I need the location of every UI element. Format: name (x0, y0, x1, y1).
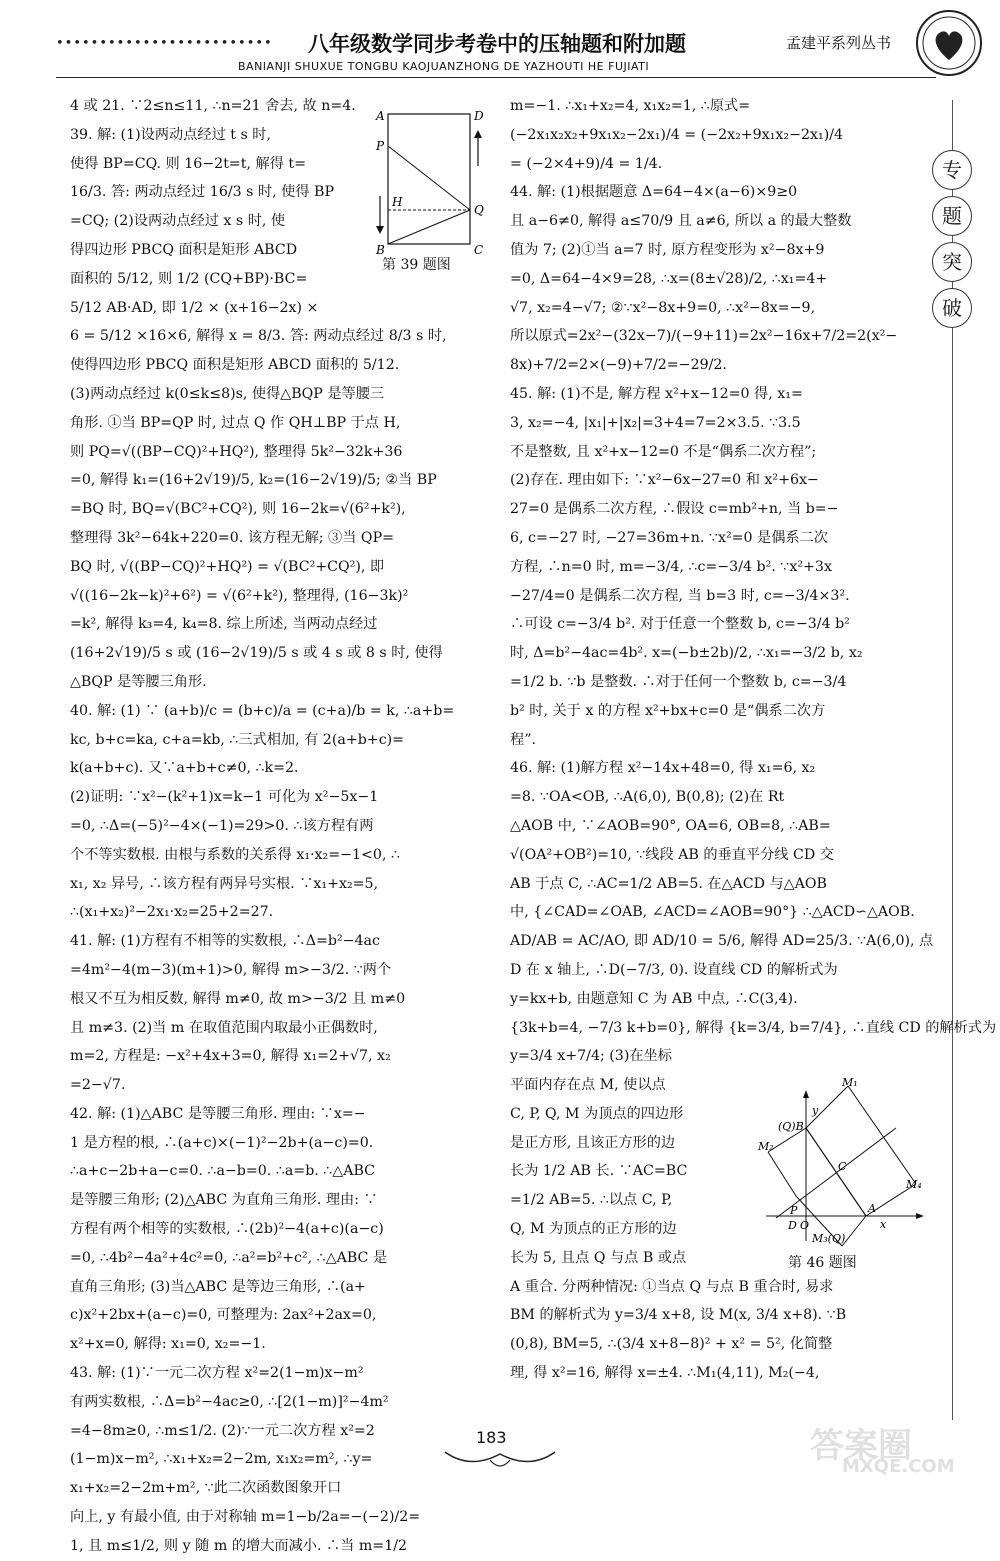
book-title: 八年级数学同步考卷中的压轴题和附加题 (308, 32, 686, 56)
label-H: H (392, 195, 403, 209)
text-line: △BQP 是等腰三角形. (70, 673, 207, 690)
text-line: y=3/4 x+7/4; (3)在坐标 (510, 1048, 672, 1065)
text-line: =1/2 b. ∵b 是整数. ∴对于任何一个整数 b, c=−3/4 (510, 673, 847, 690)
book-subtitle-pinyin: BANIANJI SHUXUE TONGBU KAOJUANZHONG DE YAZHOUTI HE FUJIATI (238, 60, 650, 73)
text-line: y=kx+b, 由题意知 C 为 AB 中点, ∴C(3,4). (510, 990, 798, 1007)
watermark-url: MXQE.COM (842, 1456, 955, 1477)
text-line: x₁, x₂ 异号, ∴该方程有两异号实根. ∵x₁+x₂=5, (70, 875, 379, 892)
header-rule (56, 77, 936, 78)
text-line: (−2x₁x₂x₂+9x₁x₂−2x₁)/4 = (−2x₂+9x₁x₂−2x₁)/4 (510, 126, 844, 143)
label-M2: M₂ (758, 1140, 774, 1153)
text-line: ∴(x₁+x₂)²−2x₁·x₂=25+2=27. (70, 904, 274, 921)
text-line: =2−√7. (70, 1077, 126, 1094)
text-line: =4m²−4(m−3)(m+1)>0, 解得 m>−3/2. ∵两个 (70, 961, 392, 978)
text-line: (0,8), BM=5, ∴(3/4 x+8−8)² + x² = 5², 化简整 (510, 1336, 833, 1353)
label-A: A (868, 1202, 876, 1215)
text-line: 平面内存在点 M, 使以点 (510, 1077, 666, 1094)
text-line: (16+2√19)/5 s 或 (16−2√19)/5 s 或 4 s 或 8 s 时, 使得 (70, 645, 443, 662)
text-line: 整理得 3k²−64k+220=0. 该方程无解; ③当 QP= (70, 529, 394, 546)
text-line: BQ 时, √((BP−CQ)²+HQ²) = √(BC²+CQ²), 即 (70, 558, 385, 575)
header-dots: ••••••••••••••••••••••••• (56, 36, 273, 51)
figure-39-rectangle-diagram (370, 106, 492, 256)
text-line: 有两实数根, ∴Δ=b²−4ac≥0, ∴[2(1−m)]²−4m² (70, 1393, 389, 1410)
text-line: AD/AB = AC/AO, 即 AD/10 = 5/6, 解得 AD=25/3. ∵A(6,0), 点 (510, 933, 934, 950)
text-line: A 重合. 分两种情况: ①当点 Q 与点 B 重合时, 易求 (510, 1278, 834, 1295)
watermark-logo: 答案圈 (810, 1426, 912, 1466)
text-line: 8x)+7/2=2×(−9)+7/2=−29/2. (510, 357, 727, 374)
label-x-axis: x (880, 1218, 887, 1231)
text-line: 向上, y 有最小值, 由于对称轴 m=1−b/2a=−(−2)/2= (70, 1509, 421, 1526)
text-line: 且 m≠3. (2)当 m 在取值范围内取最小正偶数时, (70, 1019, 378, 1036)
text-line: 不是整数, 且 x²+x−12=0 不是“偶系二次方程”; (510, 443, 817, 460)
text-line: = (−2×4+9)/4 = 1/4. (510, 155, 663, 172)
text-line: C, P, Q, M 为顶点的四边形 (510, 1105, 684, 1122)
text-line: 16/3. 答: 两动点经过 16/3 s 时, 使得 BP (70, 184, 335, 201)
text-line: 40. 解: (1) ∵ (a+b)/c = (b+c)/a = (c+a)/b = k, ∴a+b= (70, 702, 455, 719)
text-line: 41. 解: (1)方程有不相等的实数根, ∴Δ=b²−4ac (70, 933, 380, 950)
text-line: 43. 解: (1)∵一元二次方程 x²=2(1−m)x−m² (70, 1365, 364, 1382)
text-line: =1/2 AB=5. ∴以点 C, P, (510, 1192, 673, 1209)
text-line: 个不等实数根. 由根与系数的关系得 x₁·x₂=−1<0, ∴ (70, 846, 400, 863)
series-logo-icon (914, 8, 984, 78)
text-line: 1 是方程的根, ∴(a+c)×(−1)²−2b+(a−c)=0. (70, 1134, 374, 1151)
text-line: =8. ∵OA<OB, ∴A(6,0), B(0,8); (2)在 Rt (510, 789, 785, 806)
text-line: ∴a+c−2b+a−c=0. ∴a−b=0. ∴a=b. ∴△ABC (70, 1163, 376, 1180)
text-line: =BQ 时, BQ=√(BC²+CQ²), 则 16−2k=√(6²+k²), (70, 501, 406, 518)
text-line: 4 或 21. ∵2≤n≤11, ∴n=21 舍去, 故 n=4. (70, 98, 356, 114)
text-line: 使得四边形 PBCQ 面积是矩形 ABCD 面积的 5/12. (70, 357, 400, 374)
text-line: =0, Δ=64−4×9=28, ∴x=(8±√28)/2, ∴x₁=4+ (510, 270, 828, 287)
text-line: AB 于点 C, ∴AC=1/2 AB=5. 在△ACD 与△AOB (510, 875, 827, 892)
text-line: 方程有两个相等的实数根, ∴(2b)²−4(a+c)(a−c) (70, 1221, 384, 1238)
label-D: D (788, 1219, 797, 1232)
label-M4: M₄ (906, 1178, 922, 1191)
text-line: (2)存在. 理由如下: ∵x²−6x−27=0 和 x²+6x− (510, 472, 819, 489)
text-line: b² 时, 关于 x 的方程 x²+bx+c=0 是“偶系二次方 (510, 702, 826, 719)
side-tab-4: 破 (932, 288, 972, 328)
text-line: 46. 解: (1)解方程 x²−14x+48=0, 得 x₁=6, x₂ (510, 760, 816, 777)
text-line: 是正方形, 且该正方形的边 (510, 1134, 676, 1151)
text-line: 1, 且 m≤1/2, 则 y 随 m 的增大而减小. ∴当 m=1/2 (70, 1537, 408, 1554)
text-line: =0, ∴4b²−4a²+4c²=0, ∴a²=b²+c², ∴△ABC 是 (70, 1249, 388, 1266)
text-line: 时, Δ=b²−4ac=4b². x=(−b±2b)/2, ∴x₁=−3/2 b, x₂ (510, 645, 863, 662)
label-P: P (376, 139, 385, 153)
text-line: −27/4=0 是偶系二次方程, 当 b=3 时, c=−3/4×3². (510, 587, 850, 604)
text-line: 长为 5, 且点 Q 与点 B 或点 (510, 1249, 687, 1266)
text-line: (3)两动点经过 k(0≤k≤8)s, 使得△BQP 是等腰三 (70, 385, 385, 402)
text-line: =0, 解得 k₁=(16+2√19)/5, k₂=(16−2√19)/5; ②当 BP (70, 472, 437, 489)
page-number: 183 (476, 1428, 507, 1447)
text-line: 角形. ①当 BP=QP 时, 过点 Q 作 QH⊥BP 于点 H, (70, 414, 401, 431)
text-line: 27=0 是偶系二次方程, ∴假设 c=mb²+n, 当 b=− (510, 501, 839, 518)
text-line: 是等腰三角形; (2)△ABC 为直角三角形. 理由: ∵ (70, 1192, 378, 1209)
text-line: =4−8m≥0, ∴m≤1/2. (2)∵一元二次方程 x²=2 (70, 1422, 375, 1439)
text-line: x²+x=0, 解得: x₁=0, x₂=−1. (70, 1336, 266, 1353)
text-line: 方程, ∴n=0 时, m=−3/4, ∴c=−3/4 b². ∵x²+3x (510, 558, 832, 575)
label-M3Q: M₃(Q) (812, 1232, 846, 1245)
text-line: =0, ∴Δ=(−5)²−4×(−1)=29>0. ∴该方程有两 (70, 817, 374, 834)
label-Q: Q (474, 203, 484, 217)
text-line: {3k+b=4, −7/3 k+b=0}, 解得 {k=3/4, b=7/4}, ∴直线 CD 的解析式为 (510, 1019, 997, 1036)
text-line: 且 a−6≠0, 解得 a≤70/9 且 a≠6, 所以 a 的最大整数 (510, 213, 852, 230)
text-line: 39. 解: (1)设两动点经过 t s 时, (70, 126, 271, 143)
text-line: c)x²+2bx+(a−c)=0, 可整理为: 2ax²+2ax=0, (70, 1307, 377, 1324)
text-line: (2)证明: ∵x²−(k²+1)x=k−1 可化为 x²−5x−1 (70, 789, 379, 806)
text-line: 则 PQ=√((BP−CQ)²+HQ²), 整理得 5k²−32k+36 (70, 443, 403, 460)
label-M1: M₁ (842, 1076, 858, 1089)
text-line: Q, M 为顶点的正方形的边 (510, 1221, 677, 1238)
text-line: 值为 7; (2)①当 a=7 时, 原方程变形为 x²−8x+9 (510, 241, 825, 258)
text-line: 理, 得 x²=16, 解得 x=±4. ∴M₁(4,11), M₂(−4, (510, 1365, 820, 1382)
text-line: 面积的 5/12, 则 1/2 (CQ+BP)·BC= (70, 270, 308, 287)
side-tab-1: 专 (932, 150, 972, 190)
series-name: 孟建平系列丛书 (786, 34, 892, 52)
figure-46-caption: 第 46 题图 (788, 1255, 857, 1271)
text-line: k(a+b+c). 又∵a+b+c≠0, ∴k=2. (70, 760, 299, 777)
footer-ornament-icon (440, 1444, 560, 1474)
text-line: 所以原式=2x²−(32x−7)/(−9+11)=2x²−16x+7/2=2(x²− (510, 328, 898, 345)
text-line: D 在 x 轴上, ∴D(−7/3, 0). 设直线 CD 的解析式为 (510, 961, 838, 978)
label-O: O (800, 1219, 810, 1232)
label-B: B (376, 243, 385, 256)
text-line: 5/12 AB·AD, 即 1/2 × (x+16−2x) × (70, 299, 319, 316)
left-column (70, 92, 490, 1561)
text-line: m=−1. ∴x₁+x₂=4, x₁x₂=1, ∴原式= (510, 98, 751, 114)
text-line: 使得 BP=CQ. 则 16−2t=t, 解得 t= (70, 155, 306, 172)
label-C: C (838, 1160, 847, 1173)
text-line: ∴可设 c=−3/4 b². 对于任意一个整数 b, c=−3/4 b² (510, 616, 850, 633)
text-line: x₁+x₂=2−2m+m², ∵此二次函数图象开口 (70, 1480, 342, 1497)
text-line: √((16−2k−k)²+6²) = √(6²+k²), 整理得, (16−3k)² (70, 587, 409, 604)
label-C: C (474, 243, 484, 256)
text-line: 程”. (510, 731, 536, 748)
text-line: 6, c=−27 时, −27=36m+n. ∵x²=0 是偶系二次 (510, 529, 828, 546)
label-y-axis: y (812, 1104, 819, 1117)
text-line: kc, b+c=ka, c+a=kb, ∴三式相加, 有 2(a+b+c)= (70, 731, 405, 748)
text-line: =k², 解得 k₃=4, k₄=8. 综上所述, 当两动点经过 (70, 616, 378, 633)
text-line: 长为 1/2 AB 长. ∵AC=BC (510, 1163, 688, 1180)
label-QB: (Q)B (778, 1120, 804, 1133)
text-line: m=2, 方程是: −x²+4x+3=0, 解得 x₁=2+√7, x₂ (70, 1048, 391, 1065)
label-A: A (376, 109, 385, 123)
label-P: P (790, 1204, 798, 1217)
label-D: D (474, 109, 484, 123)
text-line: =CQ; (2)设两动点经过 x s 时, 使 (70, 213, 286, 230)
side-tab-2: 题 (932, 196, 972, 236)
text-line: 3, x₂=−4, |x₁|+|x₂|=3+4=7=2×3.5. ∵3.5 (510, 414, 801, 431)
text-line: 6 = 5/12 ×16×6, 解得 x = 8/3. 答: 两动点经过 8/3 s 时, (70, 328, 447, 345)
text-line: 直角三角形; (3)当△ABC 是等边三角形, ∴(a+ (70, 1278, 366, 1295)
text-line: 45. 解: (1)不是, 解方程 x²+x−12=0 得, x₁= (510, 385, 803, 402)
text-line: √(OA²+OB²)=10, ∵线段 AB 的垂直平分线 CD 交 (510, 846, 834, 863)
text-line: 44. 解: (1)根据题意 Δ=64−4×(a−6)×9≥0 (510, 184, 798, 201)
side-tab-3: 突 (932, 242, 972, 282)
text-line: 根又不互为相反数, 解得 m≠0, 故 m>−3/2 且 m≠0 (70, 990, 406, 1007)
text-line: BM 的解析式为 y=3/4 x+8, 设 M(x, 3/4 x+8). ∵B (510, 1307, 847, 1324)
text-line: (1−m)x−m², ∴x₁+x₂=2−2m, x₁x₂=m², ∴y= (70, 1451, 373, 1468)
figure-39-caption: 第 39 题图 (382, 257, 451, 273)
figure-46-coordinate-diagram (756, 1076, 934, 1256)
text-line: 42. 解: (1)△ABC 是等腰三角形. 理由: ∵x=− (70, 1105, 366, 1122)
text-line: △AOB 中, ∵∠AOB=90°, OA=6, OB=8, ∴AB= (510, 817, 831, 834)
text-line: 得四边形 PBCQ 面积是矩形 ABCD (70, 241, 298, 258)
text-line: √7, x₂=4−√7; ②∵x²−8x+9=0, ∴x²−8x=−9, (510, 299, 816, 316)
text-line: 中, {∠CAD=∠OAB, ∠ACD=∠AOB=90°} ∴△ACD∽△AOB. (510, 904, 915, 921)
